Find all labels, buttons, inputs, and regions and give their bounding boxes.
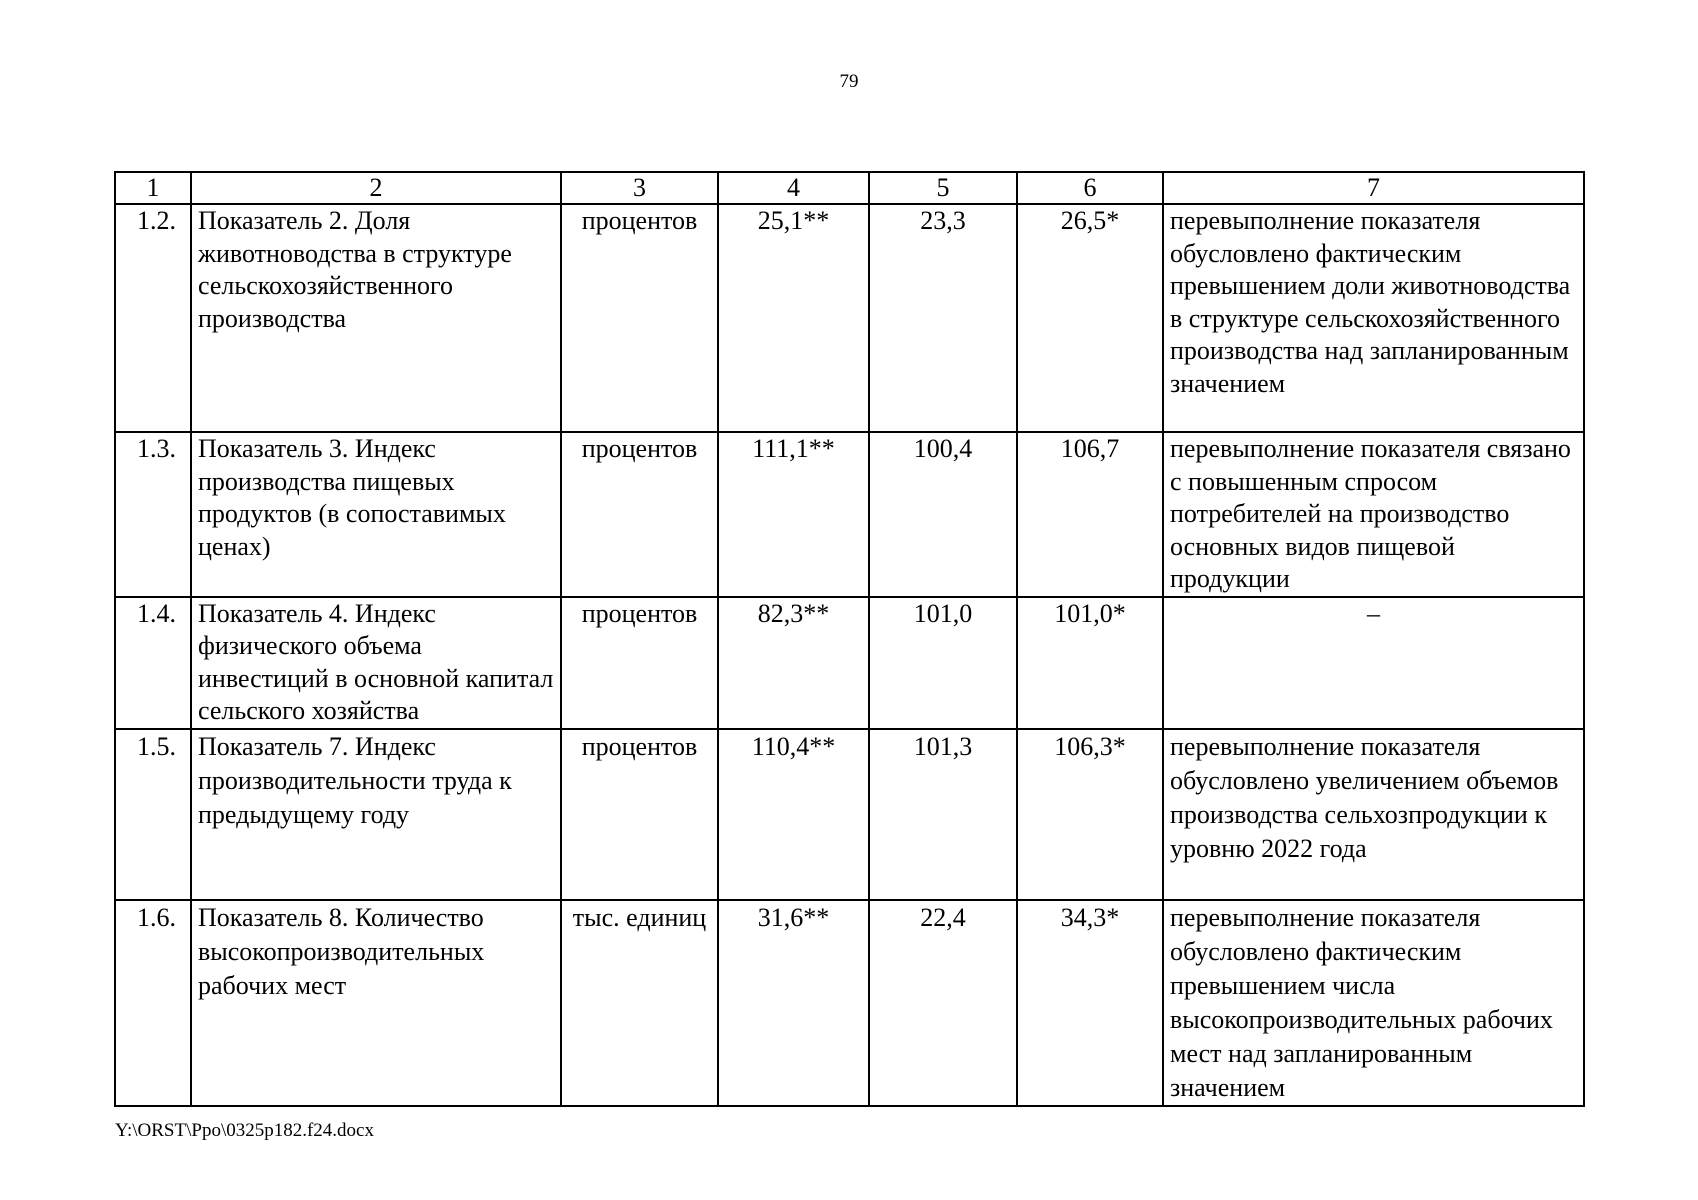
value-col4: 25,1**	[718, 204, 869, 432]
row-number: 1.6.	[115, 900, 191, 1106]
value-col4: 31,6**	[718, 900, 869, 1106]
table-row	[115, 729, 1584, 900]
value-col4: 111,1**	[718, 432, 869, 597]
note: –	[1163, 597, 1584, 729]
file-path-footer: Y:\ORST\Ppo\0325p182.f24.docx	[115, 1120, 374, 1141]
indicator-name: Показатель 2. Доля животноводства в структуре сельскохозяйственного производства	[191, 204, 561, 432]
row-number: 1.2.	[115, 204, 191, 432]
value-col4: 110,4**	[718, 729, 869, 900]
header-cell: 4	[718, 172, 869, 204]
unit: тыс. единиц	[561, 900, 718, 1106]
unit: процентов	[561, 597, 718, 729]
value-col6: 101,0*	[1017, 597, 1163, 729]
unit: процентов	[561, 432, 718, 597]
value-col5: 23,3	[869, 204, 1017, 432]
table-header-row	[115, 172, 1584, 204]
header-cell: 7	[1163, 172, 1584, 204]
indicators-table	[114, 171, 1585, 1107]
value-col4: 82,3**	[718, 597, 869, 729]
indicator-name: Показатель 4. Индекс физического объема инвестиций в основной капитал сельского хозяйства	[191, 597, 561, 729]
row-number: 1.3.	[115, 432, 191, 597]
note: перевыполнение показателя обусловлено фактическим превышением числа высокопроизводительных рабочих мест над запланированным значением	[1163, 900, 1584, 1106]
table-row	[115, 204, 1584, 432]
table-row	[115, 432, 1584, 597]
row-number: 1.4.	[115, 597, 191, 729]
header-cell: 1	[115, 172, 191, 204]
indicator-name: Показатель 7. Индекс производительности труда к предыдущему году	[191, 729, 561, 900]
row-number: 1.5.	[115, 729, 191, 900]
indicator-name: Показатель 3. Индекс производства пищевых продуктов (в сопоставимых ценах)	[191, 432, 561, 597]
table-row	[115, 900, 1584, 1106]
table-row	[115, 597, 1584, 729]
page-number: 79	[839, 71, 859, 92]
note: перевыполнение показателя обусловлено фактическим превышением доли животноводства в структуре сельскохозяйственного производства над запланированным значением	[1163, 204, 1584, 432]
value-col5: 100,4	[869, 432, 1017, 597]
value-col5: 101,3	[869, 729, 1017, 900]
value-col6: 26,5*	[1017, 204, 1163, 432]
value-col5: 101,0	[869, 597, 1017, 729]
value-col6: 34,3*	[1017, 900, 1163, 1106]
header-cell: 6	[1017, 172, 1163, 204]
note: перевыполнение показателя обусловлено увеличением объемов производства сельхозпродукции к уровню 2022 года	[1163, 729, 1584, 900]
header-cell: 3	[561, 172, 718, 204]
note: перевыполнение показателя связано с повышенным спросом потребителей на производство основных видов пищевой продукции	[1163, 432, 1584, 597]
unit: процентов	[561, 729, 718, 900]
value-col5: 22,4	[869, 900, 1017, 1106]
value-col6: 106,3*	[1017, 729, 1163, 900]
indicator-name: Показатель 8. Количество высокопроизводительных рабочих мест	[191, 900, 561, 1106]
header-cell: 2	[191, 172, 561, 204]
header-cell: 5	[869, 172, 1017, 204]
value-col6: 106,7	[1017, 432, 1163, 597]
unit: процентов	[561, 204, 718, 432]
